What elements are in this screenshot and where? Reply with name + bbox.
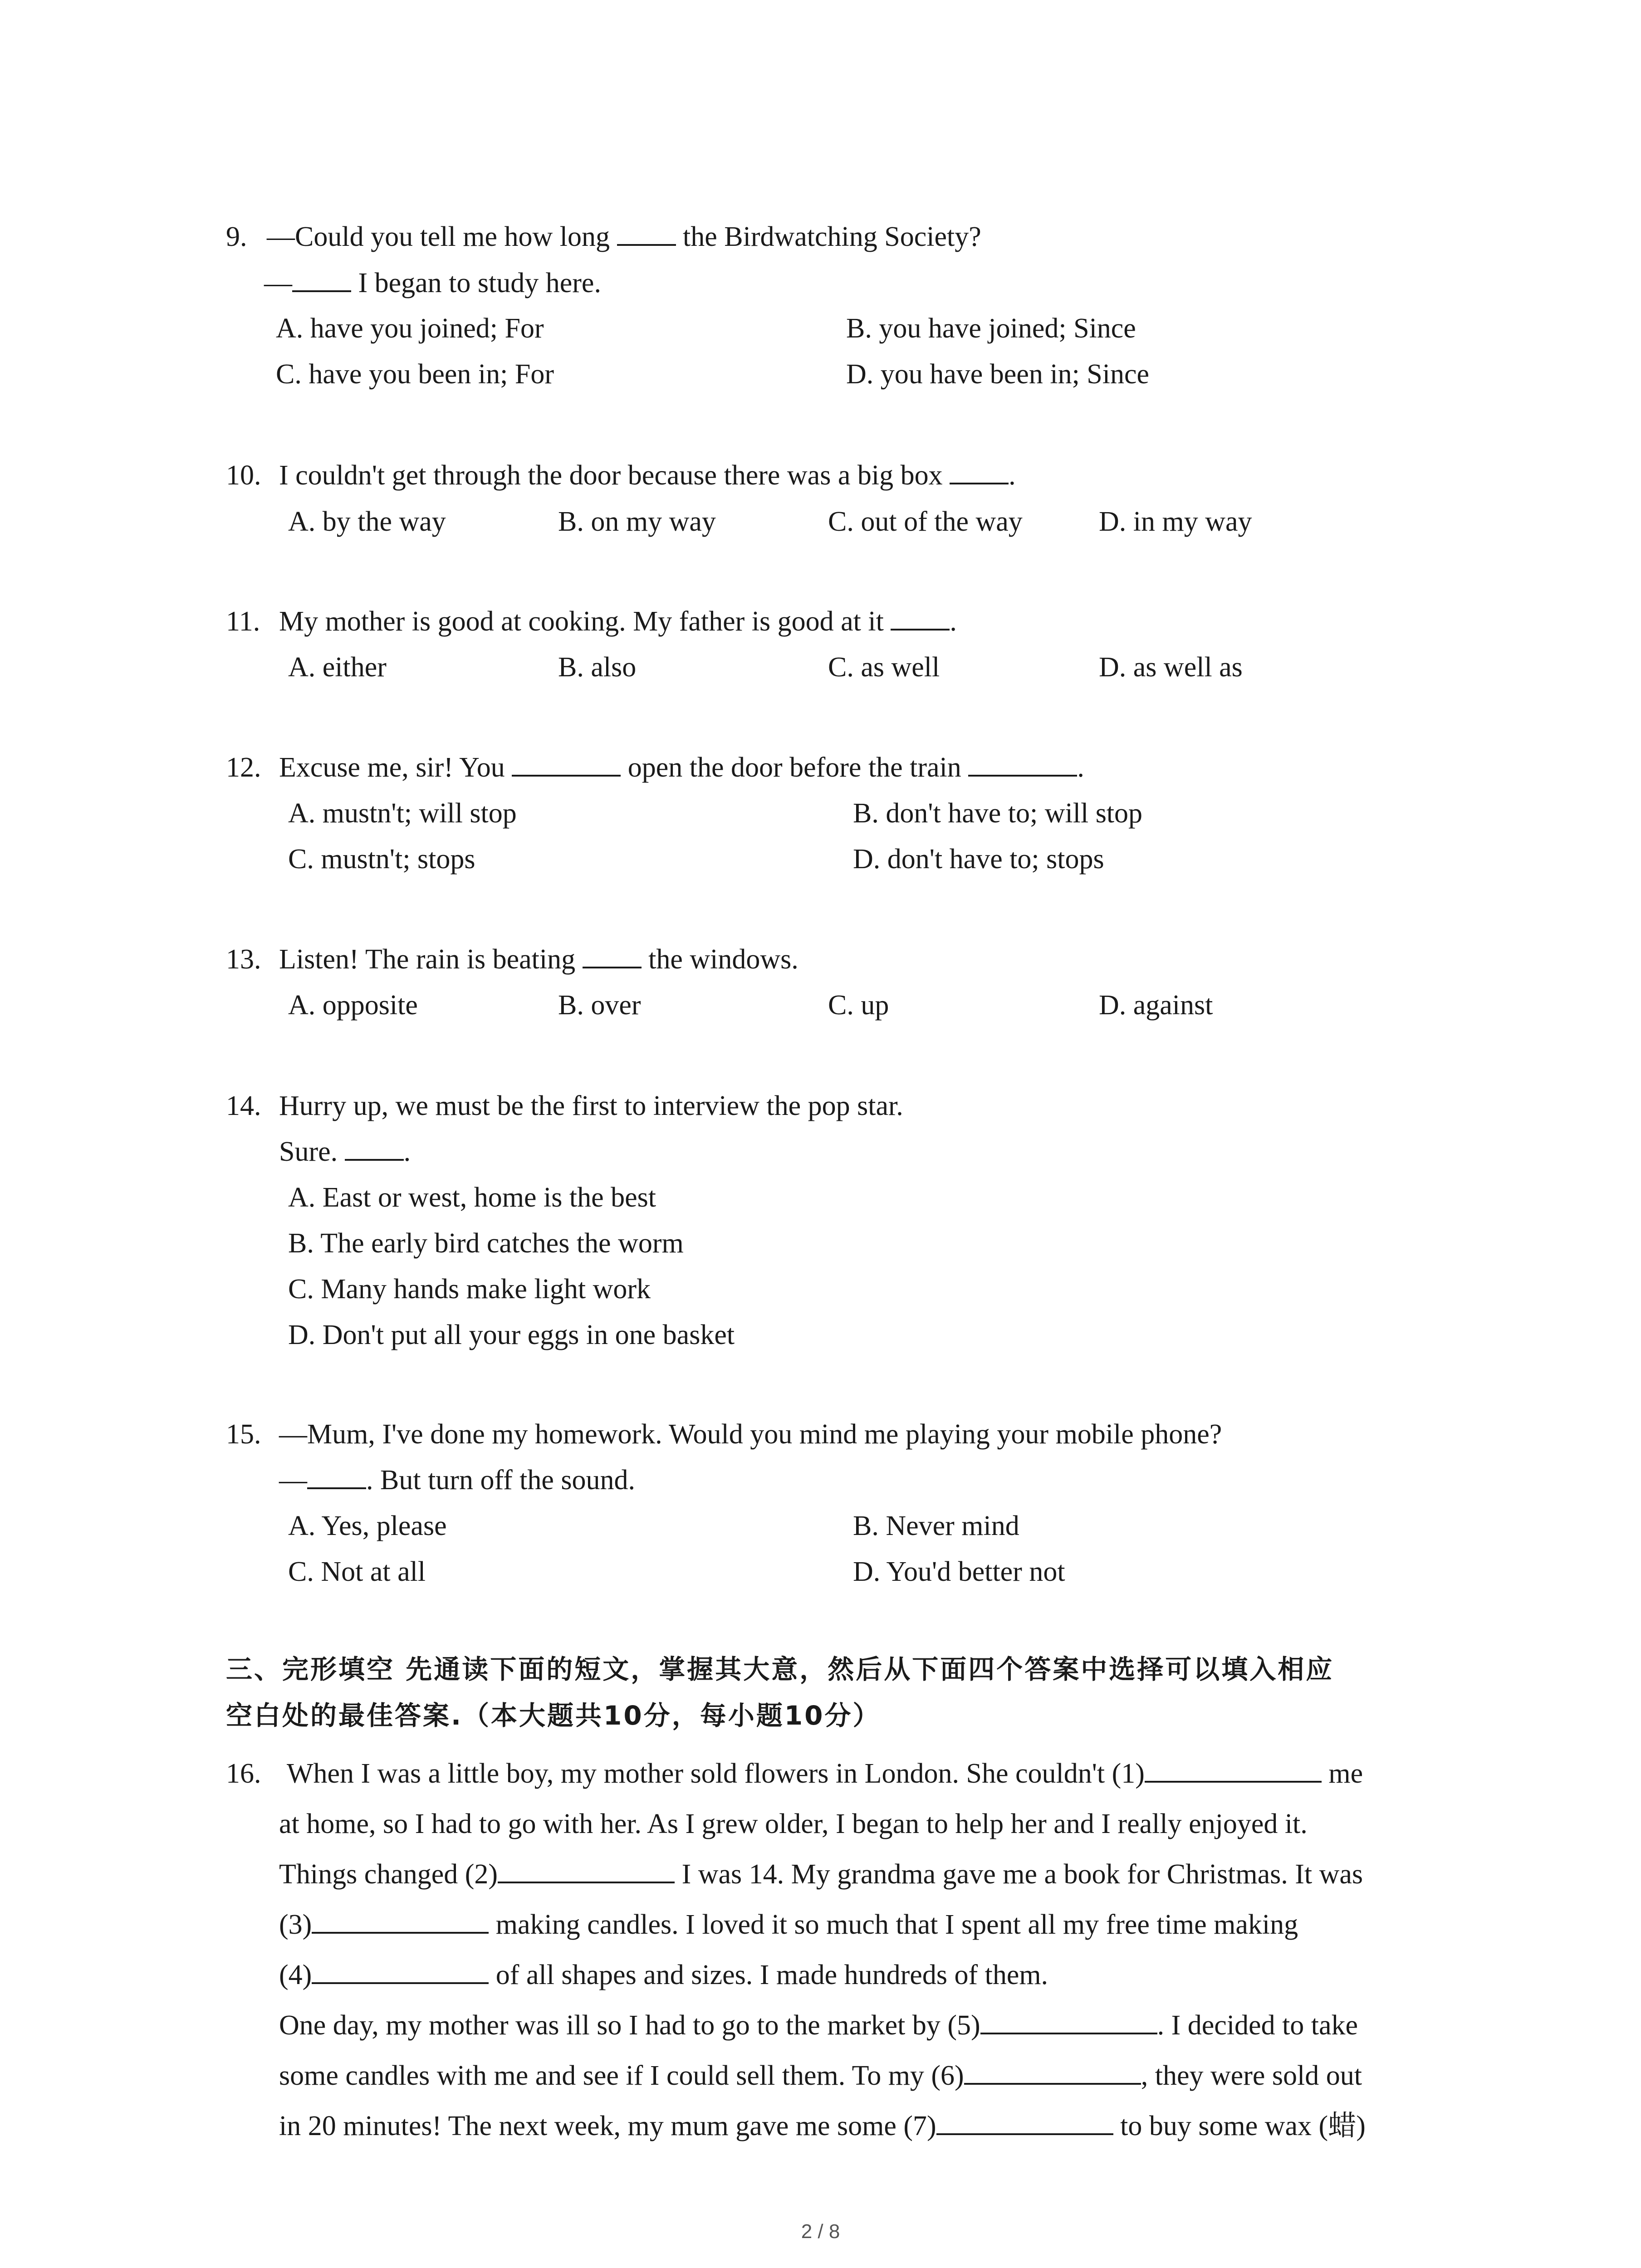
passage-line	[279, 1957, 1048, 1993]
option-a: A. Yes, please	[288, 1510, 447, 1541]
passage-text: me	[1328, 1758, 1363, 1789]
reply-text: I began to study here.	[358, 268, 601, 298]
question-number: 13.	[226, 944, 261, 975]
question-stem: Hurry up, we must be the first to interview the pop star.	[279, 1090, 903, 1121]
option-d: D. Don't put all your eggs in one basket	[288, 1320, 735, 1350]
passage-line	[279, 2108, 1366, 2144]
question-stem	[279, 457, 1016, 494]
section-heading: 三、完形填空 先通读下面的短文，掌握其大意，然后从下面四个答案中选择可以填入相应	[226, 1654, 1334, 1685]
question-number: 12.	[226, 752, 261, 783]
question-stem	[279, 603, 957, 640]
option-b: B. on my way	[558, 506, 716, 537]
section-heading: 空白处的最佳答案.（本大题共10分，每小题10分）	[226, 1700, 881, 1731]
stem-text: I couldn't get through the door because there was a big box	[279, 460, 943, 491]
answer-blank	[980, 2008, 1157, 2034]
stem-text: open the door before the train	[627, 752, 961, 783]
passage-text: When I was a little boy, my mother sold flowers in London. She couldn't (1)	[287, 1758, 1145, 1789]
option-b: B. Never mind	[853, 1510, 1019, 1541]
option-d: D. don't have to; stops	[853, 844, 1104, 875]
option-b: B. don't have to; will stop	[853, 798, 1143, 829]
question-number: 10.	[226, 460, 261, 491]
passage-text: (3)	[279, 1909, 312, 1940]
answer-blank	[950, 458, 1009, 484]
stem-text: the windows.	[648, 944, 798, 975]
question-reply	[279, 1462, 635, 1498]
option-d: D. as well as	[1099, 652, 1243, 683]
option-a: A. East or west, home is the best	[288, 1182, 656, 1213]
option-a: A. opposite	[288, 990, 418, 1021]
answer-blank	[891, 604, 950, 631]
answer-blank	[1145, 1756, 1322, 1783]
answer-blank	[617, 220, 676, 246]
passage-line	[279, 2058, 1362, 2094]
answer-blank	[312, 1958, 489, 1984]
passage-text: I was 14. My grandma gave me a book for Christmas. It was	[681, 1859, 1363, 1890]
option-c: C. mustn't; stops	[288, 844, 475, 875]
answer-blank	[498, 1857, 675, 1883]
question-reply	[279, 1134, 411, 1170]
option-c: C. Not at all	[288, 1556, 426, 1587]
option-d: D. against	[1099, 990, 1213, 1021]
answer-blank	[512, 750, 621, 777]
page-number: 2 / 8	[801, 2220, 840, 2243]
stem-text: .	[1077, 752, 1084, 783]
option-a: A. by the way	[288, 506, 446, 537]
answer-blank	[312, 1907, 489, 1934]
question-stem	[279, 749, 1084, 786]
option-b: B. The early bird catches the worm	[288, 1228, 684, 1259]
passage-line	[279, 2007, 1358, 2043]
option-b: B. also	[558, 652, 637, 683]
answer-blank	[583, 942, 642, 968]
option-a: A. have you joined; For	[276, 313, 544, 344]
passage-text: (4)	[279, 1960, 312, 1990]
answer-blank	[968, 750, 1077, 777]
reply-text: . But turn off the sound.	[366, 1465, 635, 1496]
stem-text: Listen! The rain is beating	[279, 944, 576, 975]
reply-text: —	[279, 1465, 307, 1496]
stem-text: .	[950, 606, 957, 637]
passage-text: making candles. I loved it so much that I spent all my free time making	[495, 1909, 1298, 1940]
option-a: A. mustn't; will stop	[288, 798, 517, 829]
passage-text: in 20 minutes! The next week, my mum gave me some (7)	[279, 2111, 936, 2141]
stem-text: .	[1009, 460, 1016, 491]
passage-line	[279, 1906, 1298, 1943]
passage-text: One day, my mother was ill so I had to go to the market by (5)	[279, 2010, 980, 2041]
passage-text: to buy some wax (蜡)	[1120, 2111, 1366, 2141]
question-stem	[267, 219, 981, 255]
stem-text: the Birdwatching Society?	[683, 221, 981, 252]
option-c: C. out of the way	[828, 506, 1023, 537]
option-c: C. have you been in; For	[276, 359, 554, 390]
passage-text: . I decided to take	[1157, 2010, 1358, 2041]
passage-line	[279, 1856, 1363, 1892]
answer-blank	[964, 2058, 1141, 2085]
option-d: D. in my way	[1099, 506, 1252, 537]
stem-text: —Could you tell me how long	[267, 221, 610, 252]
answer-blank	[936, 2109, 1113, 2135]
question-number: 14.	[226, 1090, 261, 1121]
option-c: C. as well	[828, 652, 940, 683]
option-b: B. over	[558, 990, 641, 1021]
reply-text: .	[403, 1136, 411, 1167]
stem-text: My mother is good at cooking. My father is good at it	[279, 606, 884, 637]
option-d: D. You'd better not	[853, 1556, 1065, 1587]
option-b: B. you have joined; Since	[846, 313, 1136, 344]
option-c: C. Many hands make light work	[288, 1274, 651, 1305]
question-reply	[264, 265, 601, 301]
option-a: A. either	[288, 652, 387, 683]
passage-text: , they were sold out	[1141, 2060, 1362, 2091]
question-number: 15.	[226, 1419, 261, 1450]
option-c: C. up	[828, 990, 889, 1021]
answer-blank	[307, 1463, 366, 1489]
question-stem	[279, 941, 798, 978]
question-number: 16.	[226, 1758, 261, 1789]
option-d: D. you have been in; Since	[846, 359, 1150, 390]
passage-text: Things changed (2)	[279, 1859, 498, 1890]
passage-line	[287, 1755, 1363, 1792]
question-number: 9.	[226, 221, 247, 252]
passage-text: of all shapes and sizes. I made hundreds of them.	[495, 1960, 1048, 1990]
reply-text: Sure.	[279, 1136, 338, 1167]
question-stem: —Mum, I've done my homework. Would you mind me playing your mobile phone?	[279, 1419, 1222, 1450]
answer-blank	[292, 266, 351, 292]
question-number: 11.	[226, 606, 260, 637]
answer-blank	[345, 1134, 404, 1161]
reply-text: —	[264, 268, 292, 298]
passage-line: at home, so I had to go with her. As I grew older, I began to help her and I really enjoyed it.	[279, 1809, 1308, 1839]
stem-text: Excuse me, sir! You	[279, 752, 505, 783]
passage-text: some candles with me and see if I could sell them. To my (6)	[279, 2060, 964, 2091]
